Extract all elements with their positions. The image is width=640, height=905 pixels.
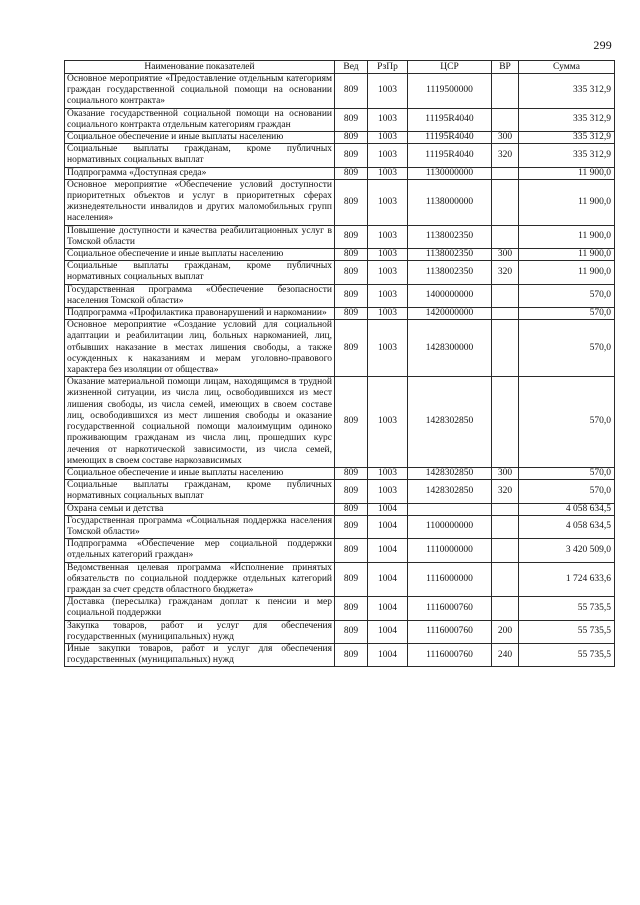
cell-ved: 809 xyxy=(335,132,368,144)
table-row xyxy=(65,308,615,320)
cell-ved: 809 xyxy=(335,284,368,307)
cell-sum: 335 312,9 xyxy=(519,74,615,109)
cell-sum: 570,0 xyxy=(519,320,615,377)
cell-name: Социальные выплаты гражданам, кроме публичных нормативных социальных выплат xyxy=(65,480,335,503)
cell-csr: 1116000760 xyxy=(408,597,492,620)
cell-sum: 11 900,0 xyxy=(519,225,615,248)
header-vr: ВР xyxy=(492,61,519,74)
cell-csr: 1400000000 xyxy=(408,284,492,307)
page-number: 299 xyxy=(593,38,612,52)
cell-name: Подпрограмма «Доступная среда» xyxy=(65,167,335,179)
cell-ved: 809 xyxy=(335,503,368,515)
cell-csr: 11195R4040 xyxy=(408,132,492,144)
cell-csr: 1116000000 xyxy=(408,562,492,597)
cell-rzpr: 1003 xyxy=(368,108,408,131)
cell-vr xyxy=(492,597,519,620)
cell-sum: 335 312,9 xyxy=(519,144,615,167)
table-row xyxy=(65,225,615,248)
cell-csr: 1110000000 xyxy=(408,539,492,562)
table-row xyxy=(65,467,615,479)
cell-vr: 320 xyxy=(492,480,519,503)
cell-vr: 300 xyxy=(492,132,519,144)
budget-table xyxy=(64,60,615,667)
cell-vr xyxy=(492,284,519,307)
cell-csr: 1116000760 xyxy=(408,643,492,666)
cell-csr: 1119500000 xyxy=(408,74,492,109)
cell-csr: 1138002350 xyxy=(408,225,492,248)
cell-ved: 809 xyxy=(335,597,368,620)
cell-sum: 570,0 xyxy=(519,308,615,320)
table-header-row xyxy=(65,61,615,74)
cell-ved: 809 xyxy=(335,377,368,468)
cell-ved: 809 xyxy=(335,539,368,562)
cell-vr xyxy=(492,377,519,468)
cell-vr xyxy=(492,562,519,597)
cell-name: Ведомственная целевая программа «Исполнение принятых обязательств по социальной поддержке отдельных категорий граждан за счет средств областного бюджета» xyxy=(65,562,335,597)
table-row xyxy=(65,597,615,620)
cell-sum: 570,0 xyxy=(519,377,615,468)
cell-csr: 1100000000 xyxy=(408,515,492,538)
cell-name: Государственная программа «Обеспечение безопасности населения Томской области» xyxy=(65,284,335,307)
cell-name: Социальное обеспечение и иные выплаты населению xyxy=(65,132,335,144)
cell-vr xyxy=(492,308,519,320)
cell-vr: 300 xyxy=(492,249,519,261)
cell-ved: 809 xyxy=(335,620,368,643)
table-row xyxy=(65,643,615,666)
cell-rzpr: 1004 xyxy=(368,539,408,562)
cell-csr: 1420000000 xyxy=(408,308,492,320)
cell-vr: 200 xyxy=(492,620,519,643)
cell-name: Социальные выплаты гражданам, кроме публичных нормативных социальных выплат xyxy=(65,144,335,167)
table-row xyxy=(65,261,615,284)
cell-csr xyxy=(408,503,492,515)
cell-rzpr: 1003 xyxy=(368,132,408,144)
cell-rzpr: 1003 xyxy=(368,467,408,479)
table-row xyxy=(65,539,615,562)
cell-sum: 570,0 xyxy=(519,284,615,307)
cell-rzpr: 1003 xyxy=(368,167,408,179)
cell-vr xyxy=(492,74,519,109)
cell-rzpr: 1004 xyxy=(368,503,408,515)
table-row xyxy=(65,132,615,144)
cell-name: Социальное обеспечение и иные выплаты населению xyxy=(65,467,335,479)
cell-sum: 570,0 xyxy=(519,480,615,503)
cell-sum: 55 735,5 xyxy=(519,643,615,666)
cell-csr: 1428302850 xyxy=(408,480,492,503)
table-body xyxy=(65,74,615,667)
cell-ved: 809 xyxy=(335,261,368,284)
cell-name: Оказание государственной социальной помощи на основании социального контракта отдельным категориям граждан xyxy=(65,108,335,131)
cell-vr xyxy=(492,515,519,538)
cell-name: Основное мероприятие «Обеспечение условий доступности приоритетных объектов и услуг в приоритетных сферах жизнедеятельности инвалидов и других маломобильных групп населения» xyxy=(65,179,335,225)
table-row xyxy=(65,377,615,468)
cell-rzpr: 1004 xyxy=(368,620,408,643)
cell-rzpr: 1003 xyxy=(368,284,408,307)
cell-ved: 809 xyxy=(335,562,368,597)
cell-ved: 809 xyxy=(335,467,368,479)
cell-sum: 11 900,0 xyxy=(519,179,615,225)
cell-rzpr: 1003 xyxy=(368,320,408,377)
cell-vr xyxy=(492,225,519,248)
cell-ved: 809 xyxy=(335,515,368,538)
cell-vr xyxy=(492,539,519,562)
cell-sum: 11 900,0 xyxy=(519,167,615,179)
table-row xyxy=(65,515,615,538)
table-row xyxy=(65,562,615,597)
header-rzpr: РзПр xyxy=(368,61,408,74)
cell-name: Иные закупки товаров, работ и услуг для обеспечения государственных (муниципальных) нужд xyxy=(65,643,335,666)
cell-vr xyxy=(492,503,519,515)
cell-csr: 1116000760 xyxy=(408,620,492,643)
cell-rzpr: 1003 xyxy=(368,179,408,225)
cell-sum: 4 058 634,5 xyxy=(519,515,615,538)
cell-ved: 809 xyxy=(335,320,368,377)
cell-csr: 1138000000 xyxy=(408,179,492,225)
cell-rzpr: 1004 xyxy=(368,515,408,538)
cell-ved: 809 xyxy=(335,167,368,179)
cell-vr: 240 xyxy=(492,643,519,666)
table-row xyxy=(65,144,615,167)
cell-rzpr: 1004 xyxy=(368,597,408,620)
table-row xyxy=(65,320,615,377)
cell-ved: 809 xyxy=(335,179,368,225)
table-row xyxy=(65,620,615,643)
cell-sum: 55 735,5 xyxy=(519,620,615,643)
cell-vr: 300 xyxy=(492,467,519,479)
cell-name: Доставка (пересылка) гражданам доплат к пенсии и мер социальной поддержки xyxy=(65,597,335,620)
cell-sum: 335 312,9 xyxy=(519,108,615,131)
cell-name: Подпрограмма «Обеспечение мер социальной поддержки отдельных категорий граждан» xyxy=(65,539,335,562)
cell-rzpr: 1003 xyxy=(368,377,408,468)
cell-sum: 1 724 633,6 xyxy=(519,562,615,597)
cell-sum: 4 058 634,5 xyxy=(519,503,615,515)
cell-rzpr: 1003 xyxy=(368,144,408,167)
cell-vr xyxy=(492,108,519,131)
cell-ved: 809 xyxy=(335,643,368,666)
cell-csr: 11195R4040 xyxy=(408,108,492,131)
cell-rzpr: 1003 xyxy=(368,74,408,109)
cell-sum: 570,0 xyxy=(519,467,615,479)
table-row xyxy=(65,503,615,515)
cell-sum: 335 312,9 xyxy=(519,132,615,144)
cell-name: Охрана семьи и детства xyxy=(65,503,335,515)
table-row xyxy=(65,108,615,131)
cell-csr: 1138002350 xyxy=(408,249,492,261)
cell-rzpr: 1003 xyxy=(368,308,408,320)
cell-rzpr: 1003 xyxy=(368,480,408,503)
cell-vr: 320 xyxy=(492,144,519,167)
cell-csr: 1130000000 xyxy=(408,167,492,179)
header-csr: ЦСР xyxy=(408,61,492,74)
cell-csr: 1138002350 xyxy=(408,261,492,284)
cell-csr: 11195R4040 xyxy=(408,144,492,167)
cell-rzpr: 1003 xyxy=(368,249,408,261)
table-row xyxy=(65,480,615,503)
cell-ved: 809 xyxy=(335,249,368,261)
cell-sum: 11 900,0 xyxy=(519,249,615,261)
table-row xyxy=(65,74,615,109)
cell-vr xyxy=(492,179,519,225)
cell-sum: 55 735,5 xyxy=(519,597,615,620)
cell-name: Оказание материальной помощи лицам, находящимся в трудной жизненной ситуации, из числа лиц, освободившихся из мест лишения свободы, из числа семей, имеющих в своем составе лиц, освободившихся из мест лишения свободы и оказание государственной социальной помощи малоимущим одиноко проживающим гражданам из числа лиц, прошедших курс лечения от наркотической зависимости, из числа семей, имеющих в своем составе наркозависимых xyxy=(65,377,335,468)
table-row xyxy=(65,249,615,261)
cell-name: Подпрограмма «Профилактика правонарушений и наркомании» xyxy=(65,308,335,320)
cell-rzpr: 1004 xyxy=(368,643,408,666)
header-name: Наименование показателей xyxy=(65,61,335,74)
cell-name: Повышение доступности и качества реабилитационных услуг в Томской области xyxy=(65,225,335,248)
cell-rzpr: 1003 xyxy=(368,225,408,248)
cell-name: Основное мероприятие «Предоставление отдельным категориям граждан государственной социальной помощи на основании социального контракта» xyxy=(65,74,335,109)
cell-name: Закупка товаров, работ и услуг для обеспечения государственных (муниципальных) нужд xyxy=(65,620,335,643)
cell-csr: 1428302850 xyxy=(408,467,492,479)
header-sum: Сумма xyxy=(519,61,615,74)
header-ved: Вед xyxy=(335,61,368,74)
cell-ved: 809 xyxy=(335,144,368,167)
cell-csr: 1428302850 xyxy=(408,377,492,468)
cell-ved: 809 xyxy=(335,108,368,131)
cell-name: Основное мероприятие «Создание условий для социальной адаптации и реабилитации лиц, больных наркоманией, лиц, отбывших наказание в местах лишения свободы, а также осужденных к наказаниям и мерам уголовно-правового характера без изоляции от общества» xyxy=(65,320,335,377)
table-row xyxy=(65,179,615,225)
cell-vr xyxy=(492,320,519,377)
cell-ved: 809 xyxy=(335,225,368,248)
cell-ved: 809 xyxy=(335,308,368,320)
cell-sum: 3 420 509,0 xyxy=(519,539,615,562)
cell-vr: 320 xyxy=(492,261,519,284)
cell-name: Государственная программа «Социальная поддержка населения Томской области» xyxy=(65,515,335,538)
cell-csr: 1428300000 xyxy=(408,320,492,377)
table-row xyxy=(65,167,615,179)
cell-name: Социальные выплаты гражданам, кроме публичных нормативных социальных выплат xyxy=(65,261,335,284)
cell-ved: 809 xyxy=(335,74,368,109)
cell-name: Социальное обеспечение и иные выплаты населению xyxy=(65,249,335,261)
cell-sum: 11 900,0 xyxy=(519,261,615,284)
cell-rzpr: 1003 xyxy=(368,261,408,284)
table-row xyxy=(65,284,615,307)
cell-ved: 809 xyxy=(335,480,368,503)
cell-vr xyxy=(492,167,519,179)
cell-rzpr: 1004 xyxy=(368,562,408,597)
